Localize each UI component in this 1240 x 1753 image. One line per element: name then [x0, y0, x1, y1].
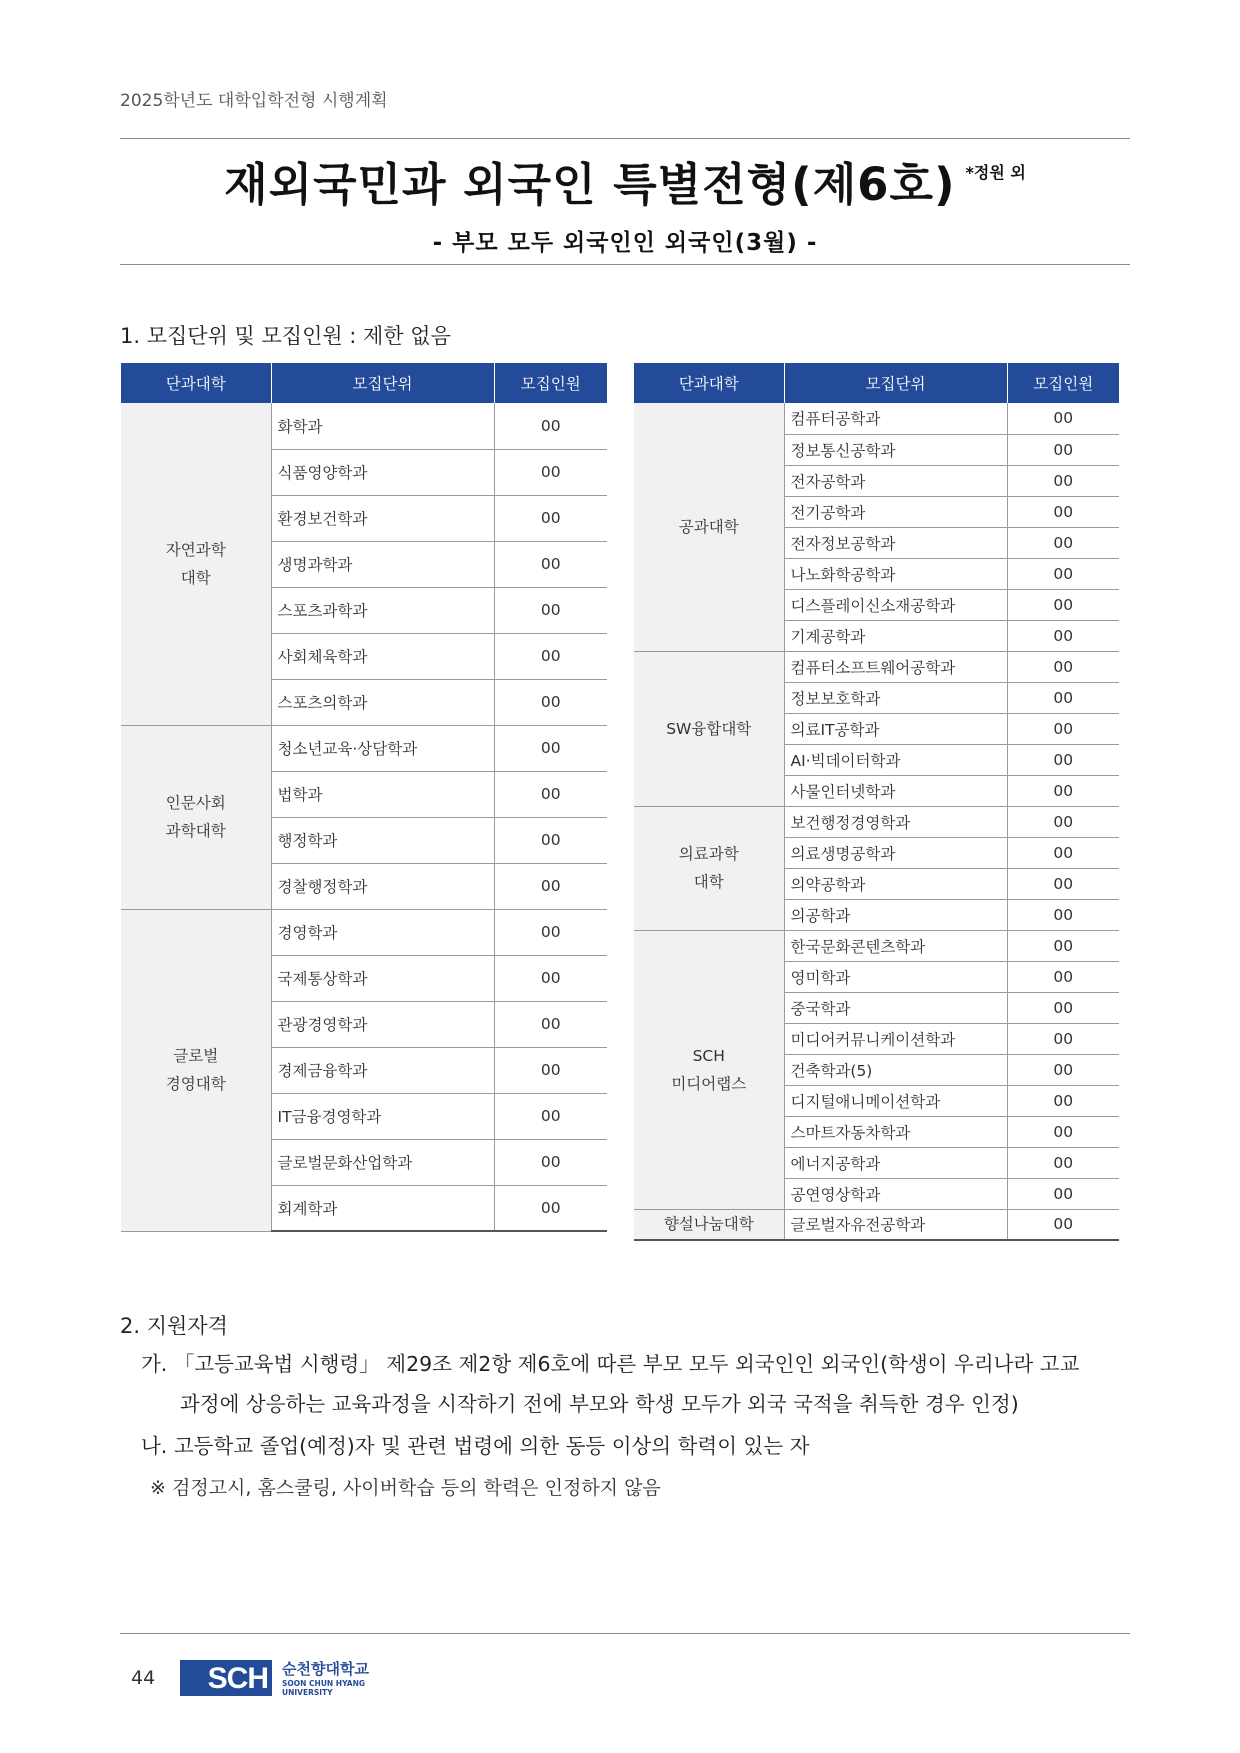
department-cell: 전자정보공학과 [784, 527, 1007, 558]
quota-count-cell: 00 [1007, 1209, 1119, 1240]
department-cell: 공연영상학과 [784, 1178, 1007, 1209]
department-cell: 법학과 [271, 771, 494, 817]
requirement-na: 나. 고등학교 졸업(예정)자 및 관련 법령에 의한 동등 이상의 학력이 있는 자 [141, 1434, 810, 1458]
header-college: 단과대학 [121, 363, 271, 403]
department-cell: 경영학과 [271, 909, 494, 955]
department-cell: 청소년교육·상담학과 [271, 725, 494, 771]
quota-count-cell: 00 [494, 863, 607, 909]
quota-count-cell: 00 [494, 1001, 607, 1047]
quota-count-cell: 00 [494, 403, 607, 449]
quota-count-cell: 00 [1007, 837, 1119, 868]
department-cell: IT금융경영학과 [271, 1093, 494, 1139]
college-cell: SCH 미디어랩스 [634, 930, 784, 1209]
department-cell: 글로벌자유전공학과 [784, 1209, 1007, 1240]
department-cell: 의료IT공학과 [784, 713, 1007, 744]
college-cell: 인문사회 과학대학 [121, 725, 271, 909]
table-row [634, 930, 1119, 961]
table-header-row [121, 363, 607, 403]
college-cell: 의료과학 대학 [634, 806, 784, 930]
quota-count-cell: 00 [1007, 589, 1119, 620]
page-title [120, 148, 1130, 213]
table-row [121, 725, 607, 771]
quota-count-cell: 00 [494, 587, 607, 633]
quota-count-cell: 00 [494, 817, 607, 863]
title-bottom-rule [120, 264, 1130, 265]
department-cell: 글로벌문화산업학과 [271, 1139, 494, 1185]
page-subtitle: - 부모 모두 외국인인 외국인(3월) - [432, 230, 818, 256]
department-cell: AI·빅데이터학과 [784, 744, 1007, 775]
quota-count-cell: 00 [494, 495, 607, 541]
requirement-note: ※ 검정고시, 홈스쿨링, 사이버학습 등의 학력은 인정하지 않음 [150, 1477, 661, 1499]
quota-count-cell: 00 [1007, 403, 1119, 434]
quota-table-left [121, 363, 607, 1232]
quota-count-cell: 00 [494, 449, 607, 495]
university-name-ko: 순천향대학교 [282, 1660, 369, 1678]
department-cell: 식품영양학과 [271, 449, 494, 495]
quota-count-cell: 00 [494, 1139, 607, 1185]
quota-count-cell: 00 [494, 725, 607, 771]
header-unit: 모집단위 [271, 363, 494, 403]
quota-count-cell: 00 [1007, 558, 1119, 589]
quota-count-cell: 00 [1007, 496, 1119, 527]
department-cell: 국제통상학과 [271, 955, 494, 1001]
college-cell: 자연과학 대학 [121, 403, 271, 725]
quota-count-cell: 00 [494, 955, 607, 1001]
department-cell: 의공학과 [784, 899, 1007, 930]
table-row [634, 1209, 1119, 1240]
department-cell: 화학과 [271, 403, 494, 449]
college-cell: 글로벌 경영대학 [121, 909, 271, 1231]
university-name-en-2: UNIVERSITY [282, 1688, 333, 1697]
table-header-row [634, 363, 1119, 403]
department-cell: 디스플레이신소재공학과 [784, 589, 1007, 620]
college-cell: 공과대학 [634, 403, 784, 651]
college-cell: 향설나눔대학 [634, 1209, 784, 1240]
department-cell: 정보보호학과 [784, 682, 1007, 713]
quota-count-cell: 00 [1007, 1023, 1119, 1054]
header-count: 모집인원 [494, 363, 607, 403]
page-title-text: 재외국민과 외국인 특별전형(제6호) [224, 158, 956, 211]
quota-count-cell: 00 [1007, 961, 1119, 992]
table-row [634, 403, 1119, 434]
department-cell: 건축학과(5) [784, 1054, 1007, 1085]
quota-count-cell: 00 [1007, 1147, 1119, 1178]
department-cell: 디지털애니메이션학과 [784, 1085, 1007, 1116]
quota-count-cell: 00 [1007, 465, 1119, 496]
section-1-title: 1. 모집단위 및 모집인원 : 제한 없음 [120, 324, 451, 348]
department-cell: 나노화학공학과 [784, 558, 1007, 589]
department-cell: 보건행정경영학과 [784, 806, 1007, 837]
quota-count-cell: 00 [1007, 713, 1119, 744]
department-cell: 사회체육학과 [271, 633, 494, 679]
section-2-title: 2. 지원자격 [120, 1314, 228, 1338]
quota-count-cell: 00 [494, 1185, 607, 1231]
department-cell: 영미학과 [784, 961, 1007, 992]
quota-count-cell: 00 [1007, 651, 1119, 682]
quota-count-cell: 00 [1007, 1178, 1119, 1209]
quota-count-cell: 00 [1007, 1054, 1119, 1085]
quota-count-cell: 00 [1007, 527, 1119, 558]
department-cell: 한국문화콘텐츠학과 [784, 930, 1007, 961]
quota-count-cell: 00 [494, 1047, 607, 1093]
quota-count-cell: 00 [494, 1093, 607, 1139]
department-cell: 행정학과 [271, 817, 494, 863]
department-cell: 중국학과 [784, 992, 1007, 1023]
department-cell: 환경보건학과 [271, 495, 494, 541]
quota-count-cell: 00 [494, 541, 607, 587]
quota-count-cell: 00 [1007, 620, 1119, 651]
requirement-ga-line2: 과정에 상응하는 교육과정을 시작하기 전에 부모와 학생 모두가 외국 국적을 취득한 경우 인정) [180, 1392, 1019, 1416]
department-cell: 정보통신공학과 [784, 434, 1007, 465]
department-cell: 회계학과 [271, 1185, 494, 1231]
quota-count-cell: 00 [1007, 992, 1119, 1023]
quota-count-cell: 00 [1007, 868, 1119, 899]
department-cell: 기계공학과 [784, 620, 1007, 651]
department-cell: 사물인터넷학과 [784, 775, 1007, 806]
department-cell: 의약공학과 [784, 868, 1007, 899]
quota-count-cell: 00 [494, 679, 607, 725]
quota-count-cell: 00 [494, 633, 607, 679]
department-cell: 컴퓨터공학과 [784, 403, 1007, 434]
quota-count-cell: 00 [494, 909, 607, 955]
department-cell: 컴퓨터소프트웨어공학과 [784, 651, 1007, 682]
quota-count-cell: 00 [1007, 682, 1119, 713]
table-row [634, 806, 1119, 837]
college-cell: SW융합대학 [634, 651, 784, 806]
department-cell: 전기공학과 [784, 496, 1007, 527]
university-logo-text [282, 1658, 369, 1697]
department-cell: 전자공학과 [784, 465, 1007, 496]
requirement-ga-line1: 가. 「고등교육법 시행령」 제29조 제2항 제6호에 따른 부모 모두 외국인인 외국인(학생이 우리나라 고교 [141, 1352, 1080, 1376]
table-row [121, 909, 607, 955]
table-row [121, 403, 607, 449]
header-unit: 모집단위 [784, 363, 1007, 403]
department-cell: 스마트자동차학과 [784, 1116, 1007, 1147]
university-name-en-1: SOON CHUN HYANG [282, 1679, 366, 1688]
header-count: 모집인원 [1007, 363, 1119, 403]
department-cell: 관광경영학과 [271, 1001, 494, 1047]
header-college: 단과대학 [634, 363, 784, 403]
quota-count-cell: 00 [1007, 434, 1119, 465]
page-number: 44 [131, 1667, 156, 1689]
quota-table-right [634, 363, 1119, 1241]
department-cell: 에너지공학과 [784, 1147, 1007, 1178]
department-cell: 경제금융학과 [271, 1047, 494, 1093]
quota-count-cell: 00 [1007, 899, 1119, 930]
department-cell: 스포츠과학과 [271, 587, 494, 633]
quota-count-cell: 00 [1007, 744, 1119, 775]
quota-count-cell: 00 [1007, 806, 1119, 837]
department-cell: 미디어커뮤니케이션학과 [784, 1023, 1007, 1054]
quota-count-cell: 00 [494, 771, 607, 817]
department-cell: 생명과학과 [271, 541, 494, 587]
department-cell: 경찰행정학과 [271, 863, 494, 909]
table-row [634, 651, 1119, 682]
quota-count-cell: 00 [1007, 1085, 1119, 1116]
top-rule [120, 138, 1130, 139]
quota-count-cell: 00 [1007, 930, 1119, 961]
running-header: 2025학년도 대학입학전형 시행계획 [120, 91, 388, 111]
department-cell: 스포츠의학과 [271, 679, 494, 725]
quota-note: *정원 외 [965, 163, 1026, 182]
quota-count-cell: 00 [1007, 1116, 1119, 1147]
footer-rule [120, 1633, 1130, 1634]
quota-count-cell: 00 [1007, 775, 1119, 806]
sch-logo-mark: SCH [180, 1660, 272, 1696]
department-cell: 의료생명공학과 [784, 837, 1007, 868]
